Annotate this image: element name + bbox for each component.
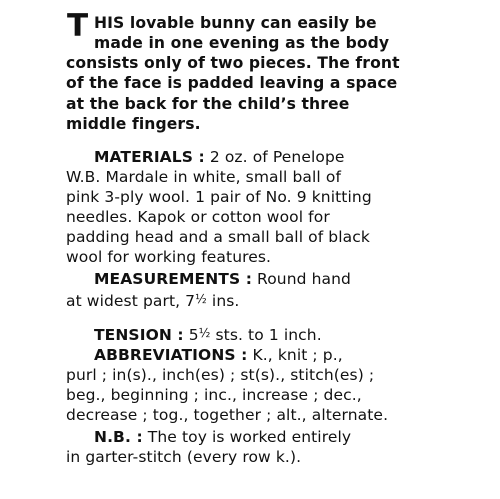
tension-heading: TENSION : — [94, 326, 184, 344]
materials-text-1: 2 oz. of Penelope — [204, 148, 345, 166]
materials-line-2: W.B. Mardale in white, small ball of — [66, 168, 342, 186]
intro-line-3: consists only of two pieces. The front — [66, 54, 400, 72]
measurements-text-1: Round hand — [252, 270, 351, 288]
tension-line — [94, 324, 322, 344]
drop-cap: T — [67, 8, 89, 44]
nb-line-1 — [94, 428, 351, 446]
tension-text-a: 5 — [183, 326, 199, 344]
measurements-heading: MEASUREMENTS : — [94, 270, 252, 288]
intro-line-4: of the face is padded leaving a space — [66, 74, 398, 92]
measurements-line-2 — [66, 290, 239, 310]
measurements-fraction: ½ — [195, 292, 207, 306]
materials-line-1 — [94, 148, 345, 166]
abbreviations-heading: ABBREVIATIONS : — [94, 346, 248, 364]
materials-line-5: padding head and a small ball of black — [66, 228, 370, 246]
nb-text-1: The toy is worked entirely — [142, 428, 352, 446]
tension-text-b: sts. to 1 inch. — [210, 326, 322, 344]
abbreviations-line-1 — [94, 346, 343, 364]
intro-line-6: middle fingers. — [66, 115, 201, 133]
nb-heading: N.B. : — [94, 428, 143, 446]
materials-heading: MATERIALS : — [94, 148, 205, 166]
materials-line-6: wool for working features. — [66, 248, 272, 266]
abbreviations-line-4: decrease ; tog., together ; alt., alternate. — [66, 406, 389, 424]
measurements-unit: ins. — [206, 292, 240, 310]
abbreviations-text-1: K., knit ; p., — [247, 346, 343, 364]
nb-line-2: in garter-stitch (every row k.). — [66, 448, 302, 466]
intro-line-2: made in one evening as the body — [94, 34, 390, 52]
measurements-line-1 — [94, 270, 351, 288]
abbreviations-line-2: purl ; in(s)., inch(es) ; st(s)., stitch(es) ; — [66, 366, 375, 384]
materials-line-3: pink 3-ply wool. 1 pair of No. 9 knitting — [66, 188, 372, 206]
tension-fraction: ½ — [198, 326, 211, 340]
intro-line-5: at the back for the child’s three — [66, 95, 350, 113]
measurements-text-2: at widest part, 7 — [66, 292, 196, 310]
materials-line-4: needles. Kapok or cotton wool for — [66, 208, 330, 226]
intro-line-1: HIS lovable bunny can easily be — [94, 14, 377, 32]
abbreviations-line-3: beg., beginning ; inc., increase ; dec., — [66, 386, 362, 404]
